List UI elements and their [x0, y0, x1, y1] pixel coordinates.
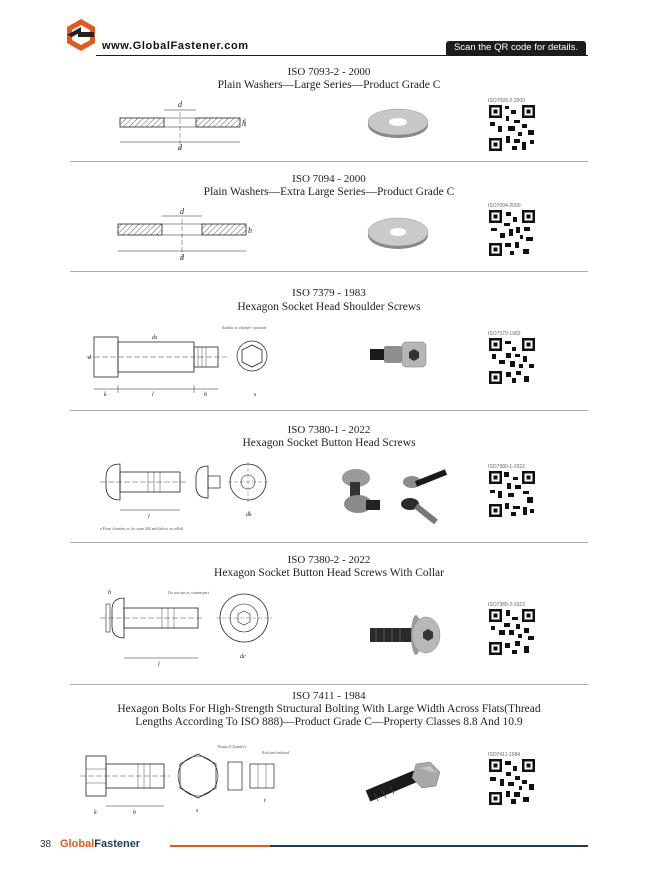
section-divider	[70, 410, 588, 411]
svg-text:Points (Chamfer): Points (Chamfer)	[218, 744, 246, 749]
section-divider	[70, 684, 588, 685]
svg-text:k: k	[104, 392, 107, 398]
product-section	[70, 64, 588, 160]
svg-text:s: s	[196, 808, 199, 814]
footer-brand	[60, 838, 140, 850]
footer-rule-accent	[170, 845, 270, 847]
section-divider	[70, 271, 588, 272]
svg-text:s: s	[254, 392, 257, 398]
qr-code-icon[interactable]	[488, 608, 536, 656]
button-head-screw-technical-drawing	[98, 456, 280, 534]
product-title: Hexagon Socket Button Head Screws	[242, 437, 416, 449]
svg-text:a Point chamfer or for sizes M: a Point chamfer or for sizes M4 and below as rolled	[100, 526, 183, 531]
qr-code-label: ISO7411-1984	[488, 752, 521, 758]
collar-screw-technical-drawing	[98, 586, 280, 672]
qr-code-icon[interactable]	[488, 337, 536, 385]
svg-text:dc: dc	[240, 654, 246, 660]
svg-text:b: b	[204, 392, 207, 398]
standard-number: ISO 7379 - 1983	[292, 287, 366, 299]
qr-code-label: ISO7093-2-2000	[488, 98, 525, 104]
global-fastener-logo-icon	[66, 18, 96, 52]
svg-text:dk: dk	[246, 512, 252, 518]
button-head-screw-product-image	[336, 464, 450, 528]
svg-text:d: d	[178, 143, 182, 152]
standard-number: ISO 7094 - 2000	[292, 173, 366, 185]
qr-code-label: ISO7380-1-2022	[488, 464, 525, 470]
shoulder-screw-product-image	[366, 337, 430, 371]
website-url[interactable]: www.GlobalFastener.com	[102, 40, 249, 52]
product-title: Hexagon Socket Head Shoulder Screws	[237, 301, 421, 313]
svg-text:l: l	[148, 514, 150, 520]
svg-text:h: h	[108, 590, 111, 596]
brand-global: Global	[60, 838, 95, 850]
svg-text:d: d	[178, 100, 182, 109]
qr-code-icon[interactable]	[488, 470, 536, 518]
svg-text:b: b	[133, 810, 136, 816]
standard-number: ISO 7380-1 - 2022	[287, 424, 371, 436]
product-section	[70, 546, 588, 682]
svg-text:l: l	[158, 662, 160, 668]
qr-code-label: ISO7379-1983	[488, 331, 521, 337]
svg-text:ds: ds	[152, 335, 158, 341]
product-title: Lengths According To ISO 888)—Product Grade C—Property Classes 8.8 And 10.9	[135, 716, 523, 728]
qr-notice-banner: Scan the QR code for details.	[446, 41, 586, 55]
svg-text:d: d	[180, 207, 184, 216]
svg-text:d: d	[180, 253, 184, 262]
svg-text:Rod end reduced: Rod end reduced	[262, 750, 290, 755]
washer-product-image	[366, 104, 430, 140]
product-title: Plain Washers—Large Series—Product Grade C	[217, 79, 441, 91]
svg-text:h: h	[242, 119, 246, 128]
product-section	[70, 165, 588, 271]
shoulder-screw-technical-drawing	[82, 321, 282, 401]
section-divider	[70, 161, 588, 162]
svg-text:l: l	[152, 392, 154, 398]
product-title: Plain Washers—Extra Large Series—Product Grade C	[203, 186, 455, 198]
washer-product-image	[366, 213, 430, 251]
page-number: 38	[40, 839, 52, 850]
svg-text:d: d	[88, 355, 91, 361]
page-header	[0, 0, 659, 62]
product-title: Hexagon Socket Button Head Screws With Collar	[214, 567, 444, 579]
standard-number: ISO 7093-2 - 2000	[287, 66, 371, 78]
page-footer	[0, 830, 659, 860]
product-section	[70, 414, 588, 540]
section-divider	[70, 542, 588, 543]
product-title: Hexagon Bolts For High-Strength Structural Bolting With Large Width Across Flats(Thread	[117, 703, 541, 715]
svg-text:h: h	[248, 226, 252, 235]
washer-technical-drawing	[118, 98, 248, 153]
svg-text:Do not use as counterpart: Do not use as counterpart	[168, 590, 209, 595]
qr-code-label: ISO7094-2000	[488, 203, 521, 209]
hexagon-bolt-product-image	[364, 758, 444, 804]
product-section	[70, 688, 588, 824]
svg-text:Radius or chamfer optional: Radius or chamfer optional	[222, 325, 267, 330]
brand-fastener: Fastener	[94, 838, 141, 850]
washer-technical-drawing	[116, 207, 250, 263]
svg-text:t: t	[264, 798, 266, 804]
qr-code-icon[interactable]	[488, 209, 536, 257]
svg-text:k: k	[94, 810, 97, 816]
header-rule	[96, 55, 588, 56]
standard-number: ISO 7411 - 1984	[292, 690, 366, 702]
qr-code-icon[interactable]	[488, 104, 536, 152]
standard-number: ISO 7380-2 - 2022	[287, 554, 371, 566]
qr-code-label: ISO7380-2-2022	[488, 602, 525, 608]
hexagon-bolt-technical-drawing	[78, 740, 304, 820]
product-section	[70, 275, 588, 405]
qr-code-icon[interactable]	[488, 758, 536, 806]
collar-screw-product-image	[366, 610, 442, 660]
